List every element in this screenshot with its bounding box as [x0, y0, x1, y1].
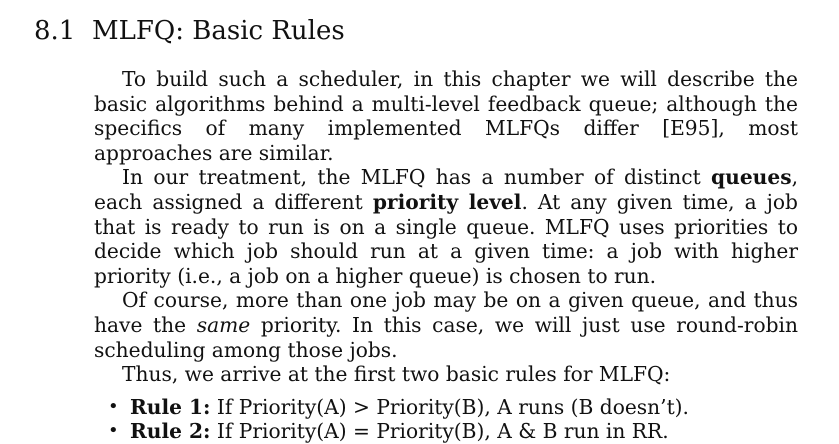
- paragraph-round-robin-text-1: Of course, more than one job may be on a given queue, and thus have the: [94, 288, 798, 337]
- rule-item-2: [108, 419, 798, 444]
- rule-text: If Priority(A) = Priority(B), A & B run in RR.: [210, 419, 669, 444]
- section-heading: [34, 14, 345, 48]
- paragraph-treatment: [94, 165, 798, 288]
- rule-item-1: [108, 394, 798, 420]
- bullet-icon: •: [108, 395, 119, 417]
- paragraph-rules-intro-text: Thus, we arrive at the first two basic rules for MLFQ:: [122, 362, 671, 387]
- paragraph-rules-intro: [94, 362, 798, 387]
- term-priority-level: priority level: [372, 189, 522, 214]
- rules-list: [94, 395, 798, 444]
- paragraph-round-robin-text-2: priority. In this case, we will just use round-robin scheduling among those jobs.: [94, 312, 798, 362]
- rule-label: Rule 1:: [130, 394, 211, 419]
- paragraph-intro: [94, 67, 798, 165]
- paragraph-intro-text: To build such a scheduler, in this chapter we will describe the basic algorithms behind a multi-level feedback queue; although the specifics of many implemented MLFQs differ [E95], most approaches are similar.: [94, 67, 798, 165]
- section-body: [94, 67, 798, 444]
- paragraph-treatment-text-2: , each assigned a different: [94, 165, 798, 214]
- section-title: MLFQ: Basic Rules: [92, 16, 345, 46]
- paragraph-treatment-text-1: In our treatment, the MLFQ has a number of distinct: [122, 165, 712, 190]
- paragraph-treatment-text-3: . At any given time, a job that is ready to run is on a single queue. MLFQ uses priorities to decide which job should run at a given time: a job with higher priority (i.e., a job on a higher queue) is chosen to run.: [94, 189, 798, 288]
- term-queues: queues: [711, 165, 792, 190]
- paragraph-round-robin: [94, 288, 798, 362]
- bullet-icon: •: [108, 420, 119, 442]
- rule-label: Rule 2:: [130, 419, 211, 444]
- section-number: 8.1: [34, 16, 76, 46]
- rule-text: If Priority(A) > Priority(B), A runs (B doesn’t).: [210, 394, 689, 419]
- emphasis-same: same: [196, 312, 251, 337]
